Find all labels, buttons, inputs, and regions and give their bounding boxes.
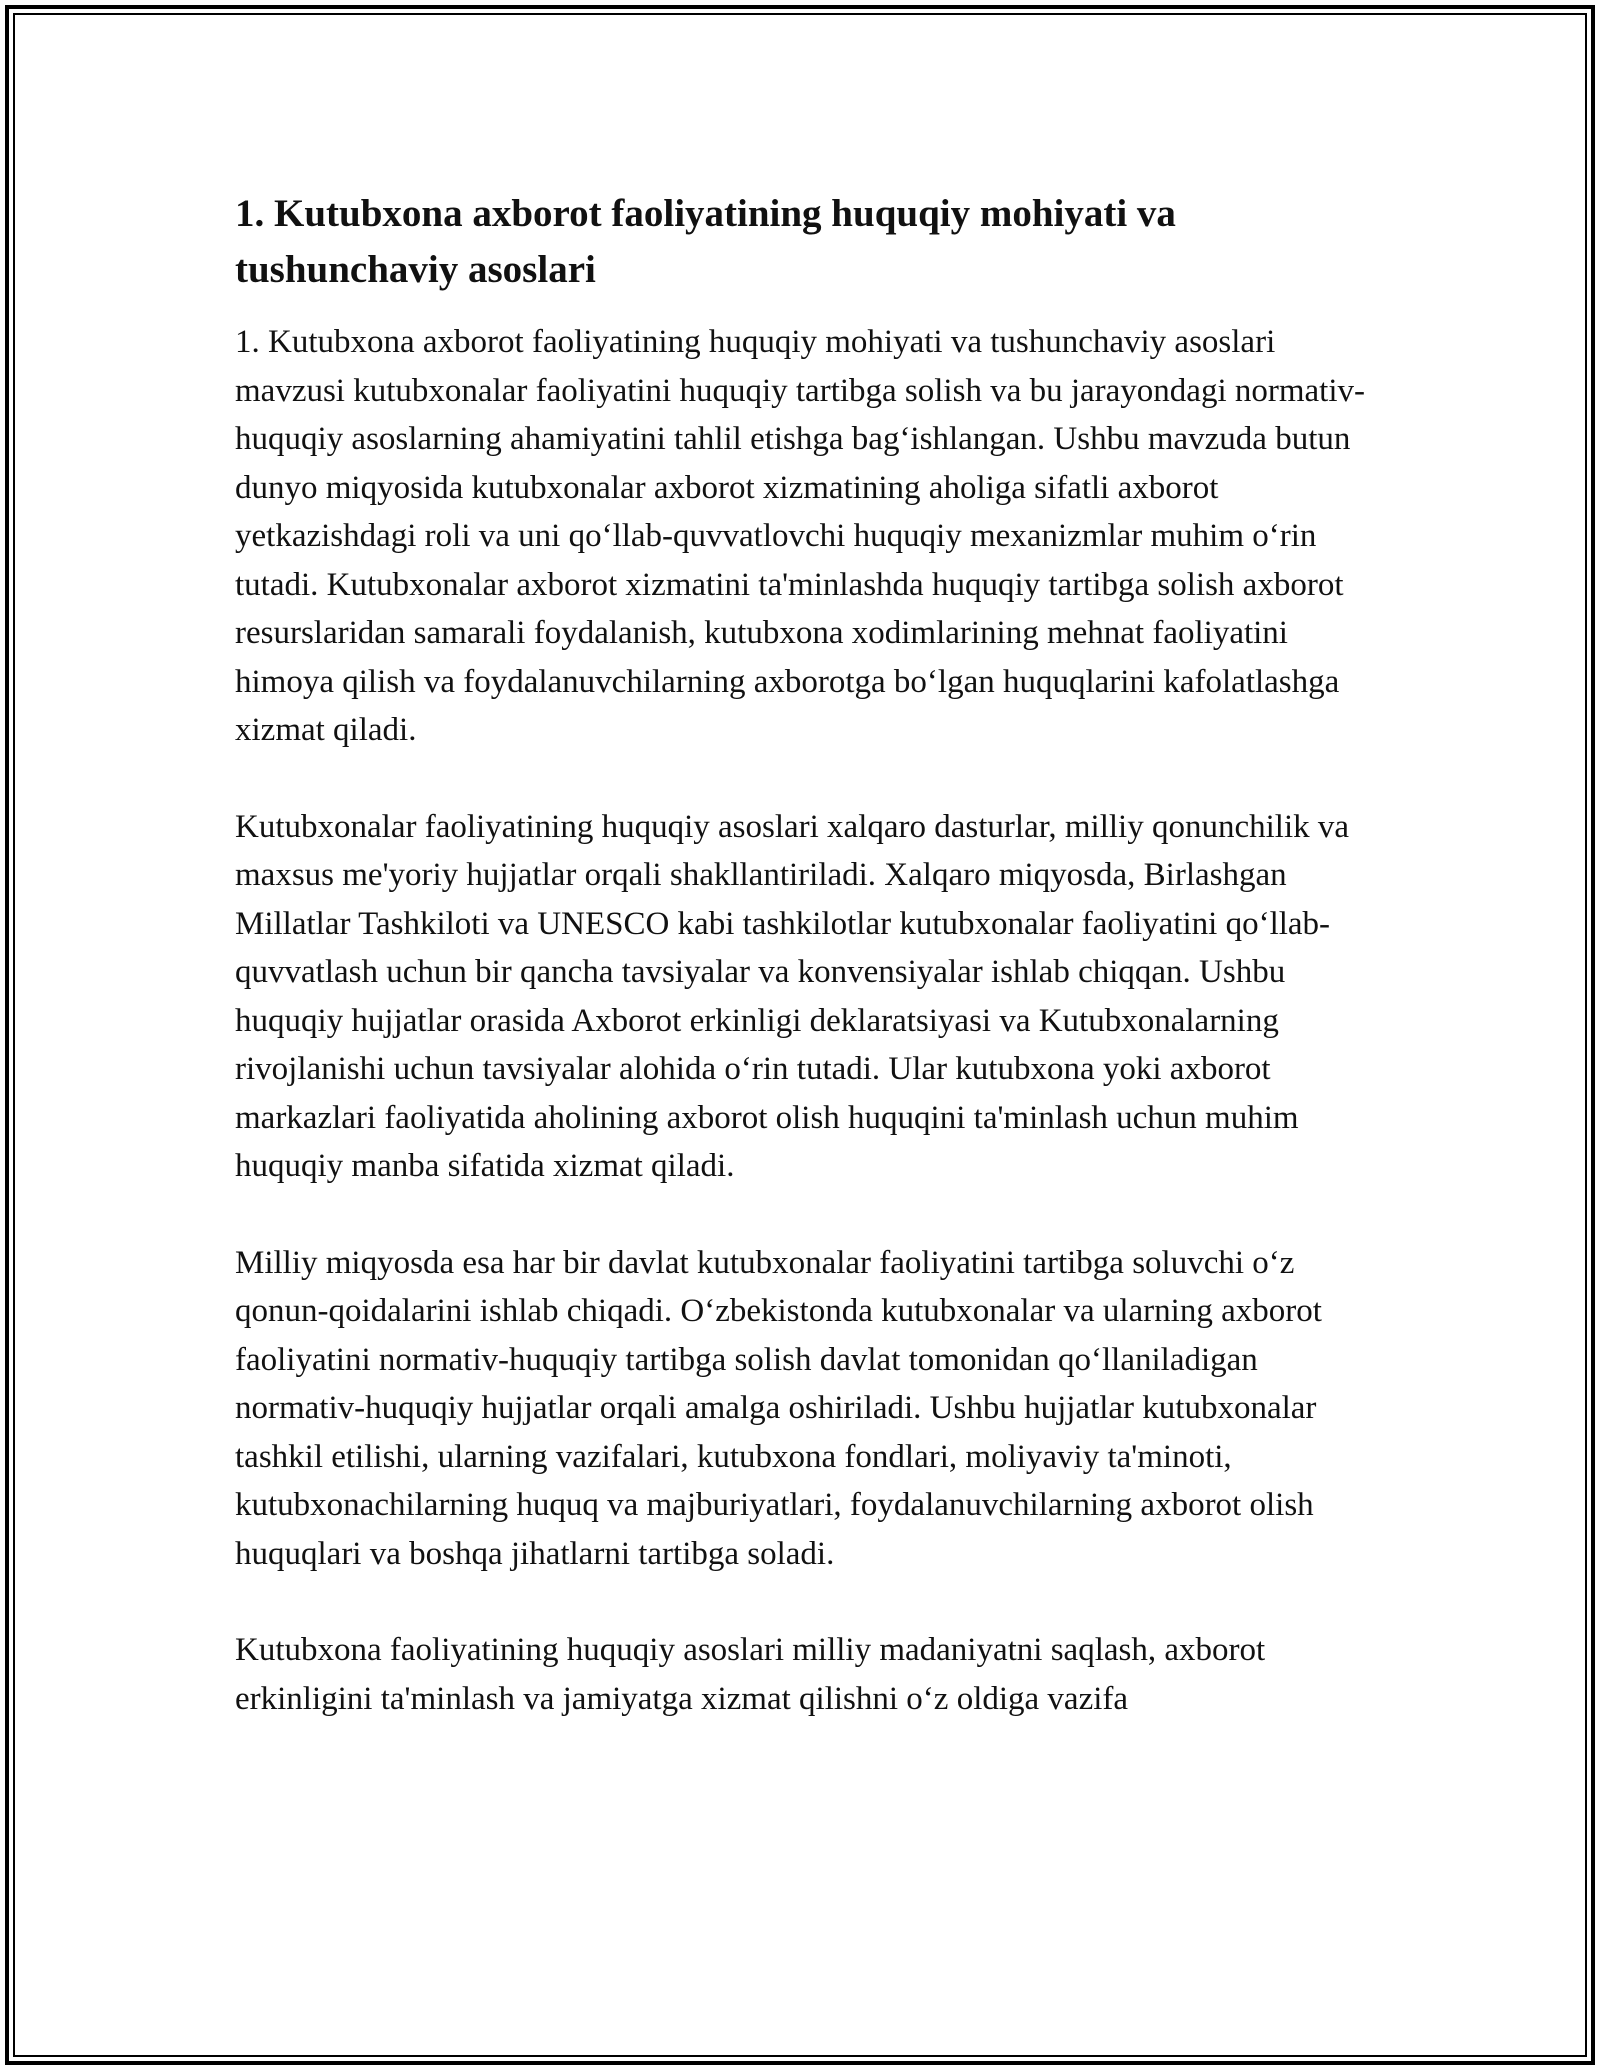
document-body	[235, 186, 1375, 1771]
paragraph-4: Kutubxona faoliyatining huquqiy asoslari milliy madaniyatni saqlash, axborot erkinligini ta'minlash va jamiyatga xizmat qilishni o‘z oldiga vazifa	[235, 1632, 1266, 1717]
paragraph-3: Milliy miqyosda esa har bir davlat kutubxonalar faoliyatini tartibga soluvchi o‘z qonun-qoidalarini ishlab chiqadi. O‘zbekistonda kutubxonalar va ularning axborot faoliyatini normativ-huquqiy tartibga solish davlat tomonidan qo‘llaniladigan normativ-huquqiy hujjatlar orqali amalga oshiriladi. Ushbu hujjatlar kutubxonalar tashkil etilishi, ularning vazifalari, kutubxona fondlari, moliyaviy ta'minoti, kutubxonachilarning huquq va majburiyatlari, foydalanuvchilarning axborot olish huquqlari va boshqa jihatlarni tartibga soladi.	[235, 1244, 1322, 1572]
paragraph-2: Kutubxonalar faoliyatining huquqiy asoslari xalqaro dasturlar, milliy qonunchilik va maxsus me'yoriy hujjatlar orqali shakllantiriladi. Xalqaro miqyosda, Birlashgan Millatlar Tashkiloti va UNESCO kabi tashkilotlar kutubxonalar faoliyatini qo‘llab-quvvatlash uchun bir qancha tavsiyalar va konvensiyalar ishlab chiqqan. Ushbu huquqiy hujjatlar orasida Axborot erkinligi deklaratsiyasi va Kutubxonalarning rivojlanishi uchun tavsiyalar alohida o‘rin tutadi. Ular kutubxona yoki axborot markazlari faoliyatida aholining axborot olish huquqini ta'minlash uchun muhim huquqiy manba sifatida xizmat qiladi.	[235, 808, 1350, 1184]
paragraph-1: 1. Kutubxona axborot faoliyatining huquqiy mohiyati va tushunchaviy asoslari mavzusi kutubxonalar faoliyatini huquqiy tartibga solish va bu jarayondagi normativ-huquqiy asoslarning ahamiyatini tahlil etishga bag‘ishlangan. Ushbu mavzuda butun dunyo miqyosida kutubxonalar axborot xizmatining aholiga sifatli axborot yetkazishdagi roli va uni qo‘llab-quvvatlovchi huquqiy mexanizmlar muhim o‘rin tutadi. Kutubxonalar axborot xizmatini ta'minlashda huquqiy tartibga solish axborot resurslaridan samarali foydalanish, kutubxona xodimlarining mehnat faoliyatini himoya qilish va foydalanuvchilarning axborotga bo‘lgan huquqlarini kafolatlashga xizmat qiladi.	[235, 324, 1365, 748]
section-heading: 1. Kutubxona axborot faoliyatining huquqiy mohiyati va tushunchaviy asoslari	[235, 192, 1176, 291]
